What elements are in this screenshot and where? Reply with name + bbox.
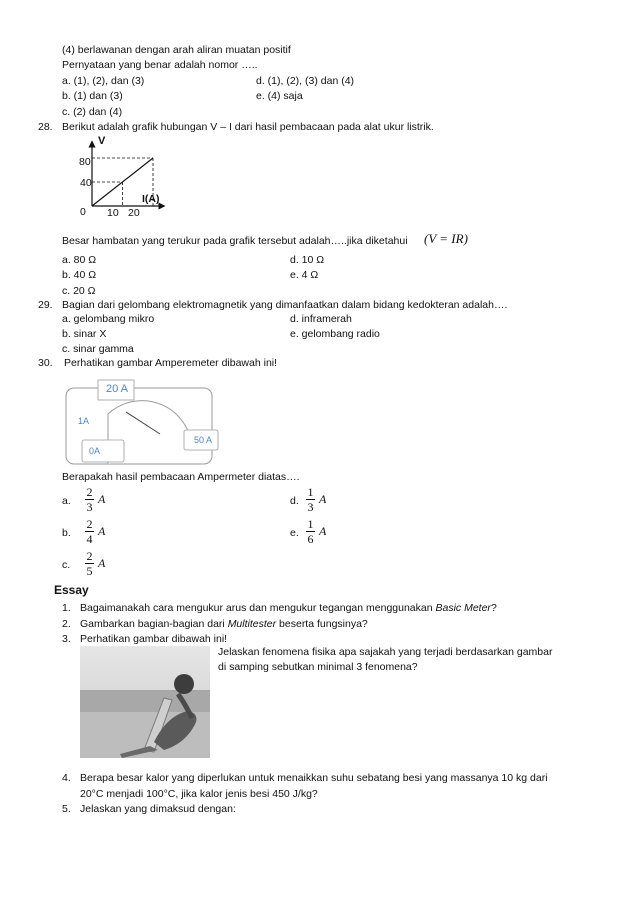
q30-option-e-fraction bbox=[306, 518, 315, 545]
q28-option-e: e. 4 Ω bbox=[290, 269, 319, 281]
essay-q4-number: 4. bbox=[62, 772, 71, 784]
q30-option-a-letter: a. bbox=[62, 495, 71, 507]
fraction-denominator: 3 bbox=[86, 500, 93, 514]
graph-tick-10: 10 bbox=[107, 207, 119, 219]
q27-statement: Pernyataan yang benar adalah nomor ….. bbox=[62, 59, 258, 71]
meter-scale-50a: 50 A bbox=[194, 435, 213, 445]
fraction-unit: A bbox=[319, 524, 327, 538]
q29-option-b: b. sinar X bbox=[62, 328, 107, 340]
q29-option-e: e. gelombang radio bbox=[290, 328, 380, 340]
graph-y-label: V bbox=[98, 135, 106, 147]
q29-option-c: c. sinar gamma bbox=[62, 343, 134, 355]
q28-option-c: c. 20 Ω bbox=[62, 285, 96, 297]
q29-question: Bagian dari gelombang elektromagnetik yang dimanfaatkan dalam bidang kedokteran adalah…. bbox=[62, 299, 508, 311]
q27-option-e: e. (4) saja bbox=[256, 90, 303, 102]
fraction-denominator: 4 bbox=[86, 532, 93, 546]
q27-option-a: a. (1), (2), dan (3) bbox=[62, 75, 145, 87]
q28-question: Berikut adalah grafik hubungan V – I dari hasil pembacaan pada alat ukur listrik. bbox=[62, 121, 434, 133]
fraction-numerator: 2 bbox=[86, 549, 93, 563]
meter-scale-1a: 1A bbox=[78, 416, 90, 426]
essay-q2 bbox=[80, 618, 368, 630]
essay-q1-end: ? bbox=[490, 602, 497, 614]
q30-question: Perhatikan gambar Amperemeter dibawah ini! bbox=[64, 357, 278, 369]
photo-sea bbox=[80, 690, 210, 712]
essay-q3-desc-1: Jelaskan fenomena fisika apa sajakah yang terjadi berdasarkan gambar bbox=[218, 646, 553, 658]
graph-tick-40: 40 bbox=[80, 177, 92, 189]
q29-option-a: a. gelombang mikro bbox=[62, 313, 155, 325]
q30-option-b-letter: b. bbox=[62, 527, 71, 539]
meter-scale-20a: 20 A bbox=[106, 383, 129, 395]
essay-q1 bbox=[80, 602, 497, 614]
essay-q4-text-2: 20°C menjadi 100°C, jika kalor jenis besi 450 J/kg? bbox=[80, 788, 318, 800]
essay-q3-desc-2: di samping sebutkan minimal 3 fenomena? bbox=[218, 661, 418, 673]
q30-option-c-letter: c. bbox=[62, 559, 71, 571]
essay-q5-text: Jelaskan yang dimaksud dengan: bbox=[80, 803, 236, 815]
essay-q1-italic: Basic Meter bbox=[435, 602, 491, 614]
essay-q2-number: 2. bbox=[62, 618, 71, 630]
graph-tick-20: 20 bbox=[128, 207, 140, 219]
q30-option-e-letter: e. bbox=[290, 527, 299, 539]
fraction-unit: A bbox=[98, 492, 106, 506]
q28-option-a: a. 80 Ω bbox=[62, 254, 97, 266]
q27-option-c: c. (2) dan (4) bbox=[62, 106, 123, 118]
q29-option-d: d. inframerah bbox=[290, 313, 352, 325]
essay-q1-number: 1. bbox=[62, 602, 71, 614]
q28-formula: (V = IR) bbox=[424, 231, 468, 246]
q28-option-d: d. 10 Ω bbox=[290, 254, 325, 266]
q30-option-c-fraction bbox=[85, 550, 94, 577]
q30-option-d-letter: d. bbox=[290, 495, 299, 507]
graph-tick-80: 80 bbox=[79, 156, 91, 168]
graph-origin: 0 bbox=[80, 206, 86, 218]
q27-option-b: b. (1) dan (3) bbox=[62, 90, 123, 102]
q28-prompt: Besar hambatan yang terukur pada grafik tersebut adalah…..jika diketahui bbox=[62, 235, 408, 247]
photo-person-head bbox=[174, 674, 194, 694]
q30-option-b-fraction bbox=[85, 518, 94, 545]
essay-heading: Essay bbox=[54, 583, 89, 597]
q30-option-d-fraction bbox=[306, 486, 315, 513]
q30-prompt: Berapakah hasil pembacaan Ampermeter diatas…. bbox=[62, 471, 300, 483]
fraction-numerator: 2 bbox=[86, 517, 93, 531]
fraction-numerator: 1 bbox=[307, 517, 314, 531]
essay-q2-end: beserta fungsinya? bbox=[279, 618, 368, 630]
fraction-denominator: 5 bbox=[86, 564, 93, 578]
essay-q5-number: 5. bbox=[62, 803, 71, 815]
q30-option-a-fraction bbox=[85, 486, 94, 513]
beach-photo bbox=[80, 646, 210, 758]
fraction-denominator: 3 bbox=[307, 500, 314, 514]
fraction-numerator: 2 bbox=[86, 485, 93, 499]
q27-item-4: (4) berlawanan dengan arah aliran muatan positif bbox=[62, 44, 291, 56]
meter-scale-0a: 0A bbox=[89, 446, 101, 456]
essay-q3-text: Perhatikan gambar dibawah ini! bbox=[80, 633, 228, 645]
q28-number: 28. bbox=[38, 121, 53, 133]
q30-number: 30. bbox=[38, 357, 53, 369]
essay-q2-italic: Multitester bbox=[227, 618, 277, 630]
fraction-unit: A bbox=[98, 556, 106, 570]
fraction-unit: A bbox=[98, 524, 106, 538]
essay-q3-number: 3. bbox=[62, 633, 71, 645]
fraction-denominator: 6 bbox=[307, 532, 314, 546]
q28-option-b: b. 40 Ω bbox=[62, 269, 97, 281]
essay-q2-text: Gambarkan bagian-bagian dari bbox=[80, 618, 225, 630]
q29-number: 29. bbox=[38, 299, 53, 311]
graph-x-label: I(A) bbox=[142, 193, 160, 205]
q27-option-d: d. (1), (2), (3) dan (4) bbox=[256, 75, 355, 87]
essay-q4-text-1: Berapa besar kalor yang diperlukan untuk menaikkan suhu sebatang besi yang massanya 10 kg dari bbox=[80, 772, 548, 784]
essay-q1-text: Bagaimanakah cara mengukur arus dan mengukur tegangan menggunakan bbox=[80, 602, 433, 614]
fraction-numerator: 1 bbox=[307, 485, 314, 499]
fraction-unit: A bbox=[319, 492, 327, 506]
